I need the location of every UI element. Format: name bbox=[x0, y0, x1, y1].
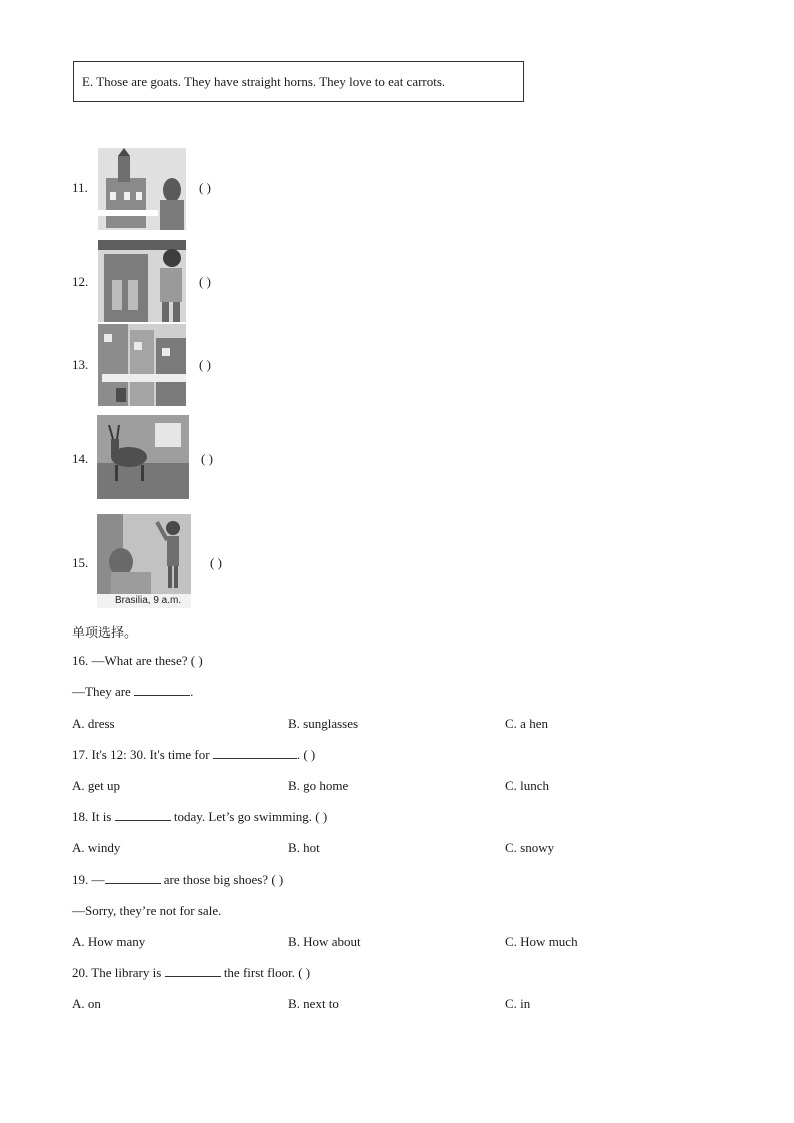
question-20-stem-text: 20. The library is bbox=[72, 965, 165, 980]
question-19-sub: —Sorry, they’re not for sale. bbox=[72, 903, 222, 918]
question-17-stem-end: . ( ) bbox=[296, 747, 316, 762]
option-18-a[interactable]: A. windy bbox=[72, 840, 121, 855]
item-11-picture-castle bbox=[98, 148, 186, 230]
question-19-stem bbox=[72, 872, 283, 888]
question-16-stem: 16. —What are these? ( ) bbox=[72, 653, 203, 668]
option-e-box: E. Those are goats. They have straight horns. They love to eat carrots. bbox=[73, 61, 524, 102]
option-16-c[interactable]: C. a hen bbox=[505, 716, 548, 731]
option-19-a[interactable]: A. How many bbox=[72, 934, 146, 949]
question-20-stem bbox=[72, 965, 310, 981]
item-13-answer-parens[interactable]: ( ) bbox=[199, 357, 211, 372]
item-11-answer-parens[interactable]: ( ) bbox=[199, 180, 211, 195]
item-12-picture-clothes bbox=[98, 240, 186, 322]
option-17-c[interactable]: C. lunch bbox=[505, 778, 550, 793]
option-20-a[interactable]: A. on bbox=[72, 996, 101, 1011]
option-17-a[interactable]: A. get up bbox=[72, 778, 121, 793]
question-17-stem-text: 17. It's 12: 30. It's time for bbox=[72, 747, 213, 762]
question-18-blank[interactable] bbox=[115, 809, 171, 821]
option-18-c[interactable]: C. snowy bbox=[505, 840, 555, 855]
question-19-stem-text: 19. — bbox=[72, 872, 105, 887]
item-14-picture-goat bbox=[97, 415, 189, 499]
item-15-number: 15. bbox=[72, 555, 89, 570]
item-15-answer-parens[interactable]: ( ) bbox=[210, 555, 222, 570]
option-17-b[interactable]: B. go home bbox=[288, 778, 349, 793]
question-16-sub bbox=[72, 684, 193, 700]
section-heading: 单项选择。 bbox=[72, 626, 138, 641]
question-19-blank[interactable] bbox=[105, 872, 161, 884]
question-17-stem bbox=[72, 747, 315, 763]
item-12-number: 12. bbox=[72, 274, 89, 289]
question-18-stem-text: 18. It is bbox=[72, 809, 115, 824]
question-20-stem-end: the first floor. ( ) bbox=[220, 965, 311, 980]
question-16-sub-end: . bbox=[190, 684, 194, 699]
item-13-number: 13. bbox=[72, 357, 89, 372]
question-20-blank[interactable] bbox=[165, 965, 221, 977]
question-16-blank[interactable] bbox=[134, 684, 190, 696]
question-16-sub-text: —They are bbox=[72, 684, 135, 699]
option-19-c[interactable]: C. How much bbox=[505, 934, 578, 949]
question-19-stem-end: are those big shoes? ( ) bbox=[160, 872, 284, 887]
item-14-number: 14. bbox=[72, 451, 89, 466]
option-16-a[interactable]: A. dress bbox=[72, 716, 115, 731]
option-16-b[interactable]: B. sunglasses bbox=[288, 716, 359, 731]
item-14-answer-parens[interactable]: ( ) bbox=[201, 451, 213, 466]
option-20-c[interactable]: C. in bbox=[505, 996, 531, 1011]
item-15-picture-greeting bbox=[97, 514, 191, 608]
option-20-b[interactable]: B. next to bbox=[288, 996, 339, 1011]
item-13-picture-buildings bbox=[98, 324, 186, 406]
option-19-b[interactable]: B. How about bbox=[288, 934, 361, 949]
item-11-number: 11. bbox=[72, 180, 88, 195]
question-17-blank[interactable] bbox=[213, 747, 297, 759]
question-18-stem bbox=[72, 809, 327, 825]
question-18-stem-end: today. Let’s go swimming. ( ) bbox=[170, 809, 328, 824]
option-18-b[interactable]: B. hot bbox=[288, 840, 320, 855]
item-15-caption: Brasilia, 9 a.m. bbox=[115, 595, 182, 606]
item-12-answer-parens[interactable]: ( ) bbox=[199, 274, 211, 289]
